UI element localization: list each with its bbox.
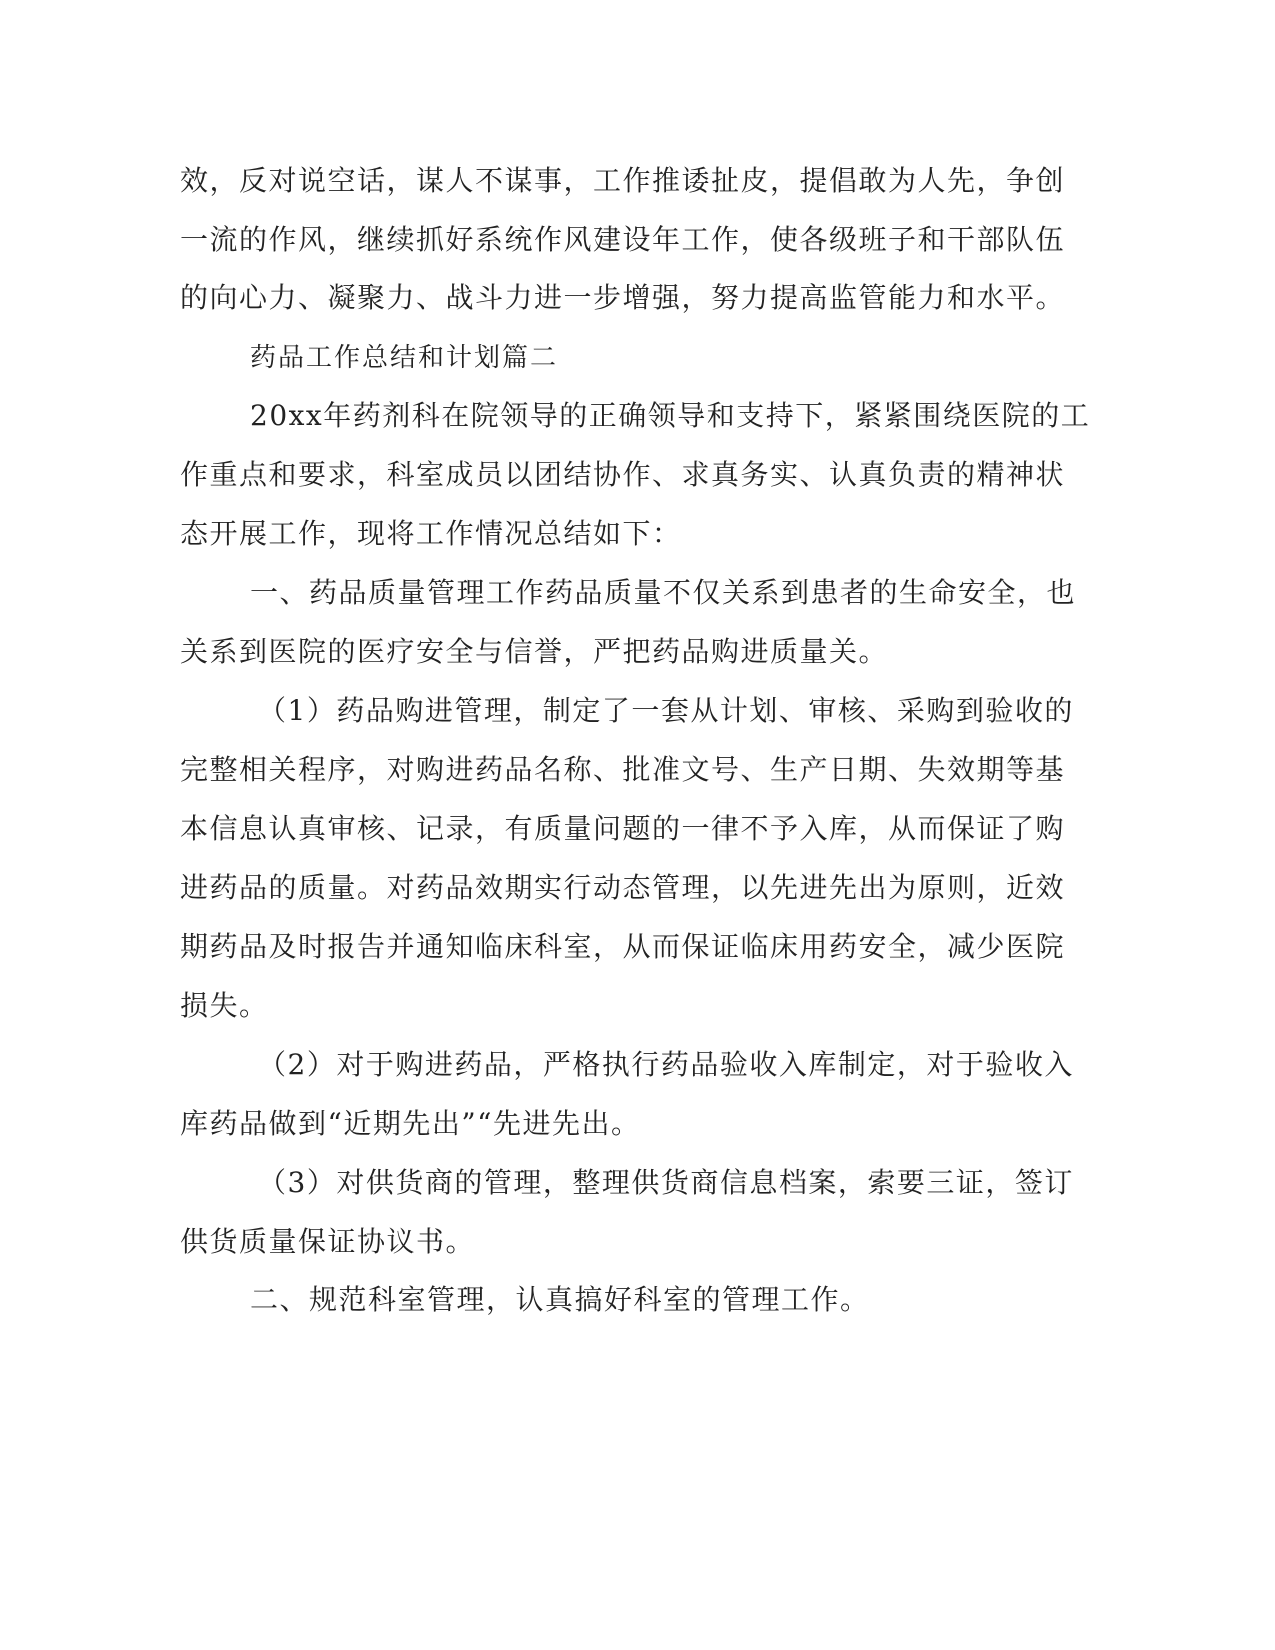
text-line: 期药品及时报告并通知临床科室，从而保证临床用药安全，减少医院 [180, 930, 1066, 963]
text-line: 完整相关程序，对购进药品名称、批准文号、生产日期、失效期等基 [180, 753, 1066, 786]
text-line: 20xx年药剂科在院领导的正确领导和支持下，紧紧围绕医院的工 [250, 399, 1091, 432]
text-line: 本信息认真审核、记录，有质量问题的一律不予入库，从而保证了购 [180, 812, 1066, 845]
text-line: 态开展工作，现将工作情况总结如下： [180, 517, 682, 550]
section-title: 药品工作总结和计划篇二 [250, 343, 559, 373]
text-line: （2）对于购进药品，严格执行药品验收入库制定，对于验收入 [258, 1048, 1074, 1081]
text-line: （3）对供货商的管理，整理供货商信息档案，索要三证，签订 [258, 1166, 1074, 1199]
text-line: 二、规范科室管理，认真搞好科室的管理工作。 [250, 1283, 870, 1316]
text-line: 库药品做到“近期先出”“先进先出。 [180, 1107, 641, 1140]
text-line: 一、药品质量管理工作药品质量不仅关系到患者的生命安全，也 [250, 576, 1077, 609]
text-line: 的向心力、凝聚力、战斗力进一步增强，努力提高监管能力和水平。 [180, 281, 1066, 314]
text-line: 损失。 [180, 989, 269, 1022]
text-line: 供货质量保证协议书。 [180, 1225, 476, 1258]
text-line: 一流的作风，继续抓好系统作风建设年工作，使各级班子和干部队伍 [180, 223, 1066, 256]
text-line: 进药品的质量。对药品效期实行动态管理，以先进先出为原则，近效 [180, 871, 1066, 904]
text-line: 关系到医院的医疗安全与信誉，严把药品购进质量关。 [180, 635, 889, 668]
text-line: 作重点和要求，科室成员以团结协作、求真务实、认真负责的精神状 [180, 458, 1066, 491]
text-line: （1）药品购进管理，制定了一套从计划、审核、采购到验收的 [258, 694, 1074, 727]
text-line: 效，反对说空话，谋人不谋事，工作推诿扯皮，提倡敢为人先，争创 [180, 164, 1066, 197]
